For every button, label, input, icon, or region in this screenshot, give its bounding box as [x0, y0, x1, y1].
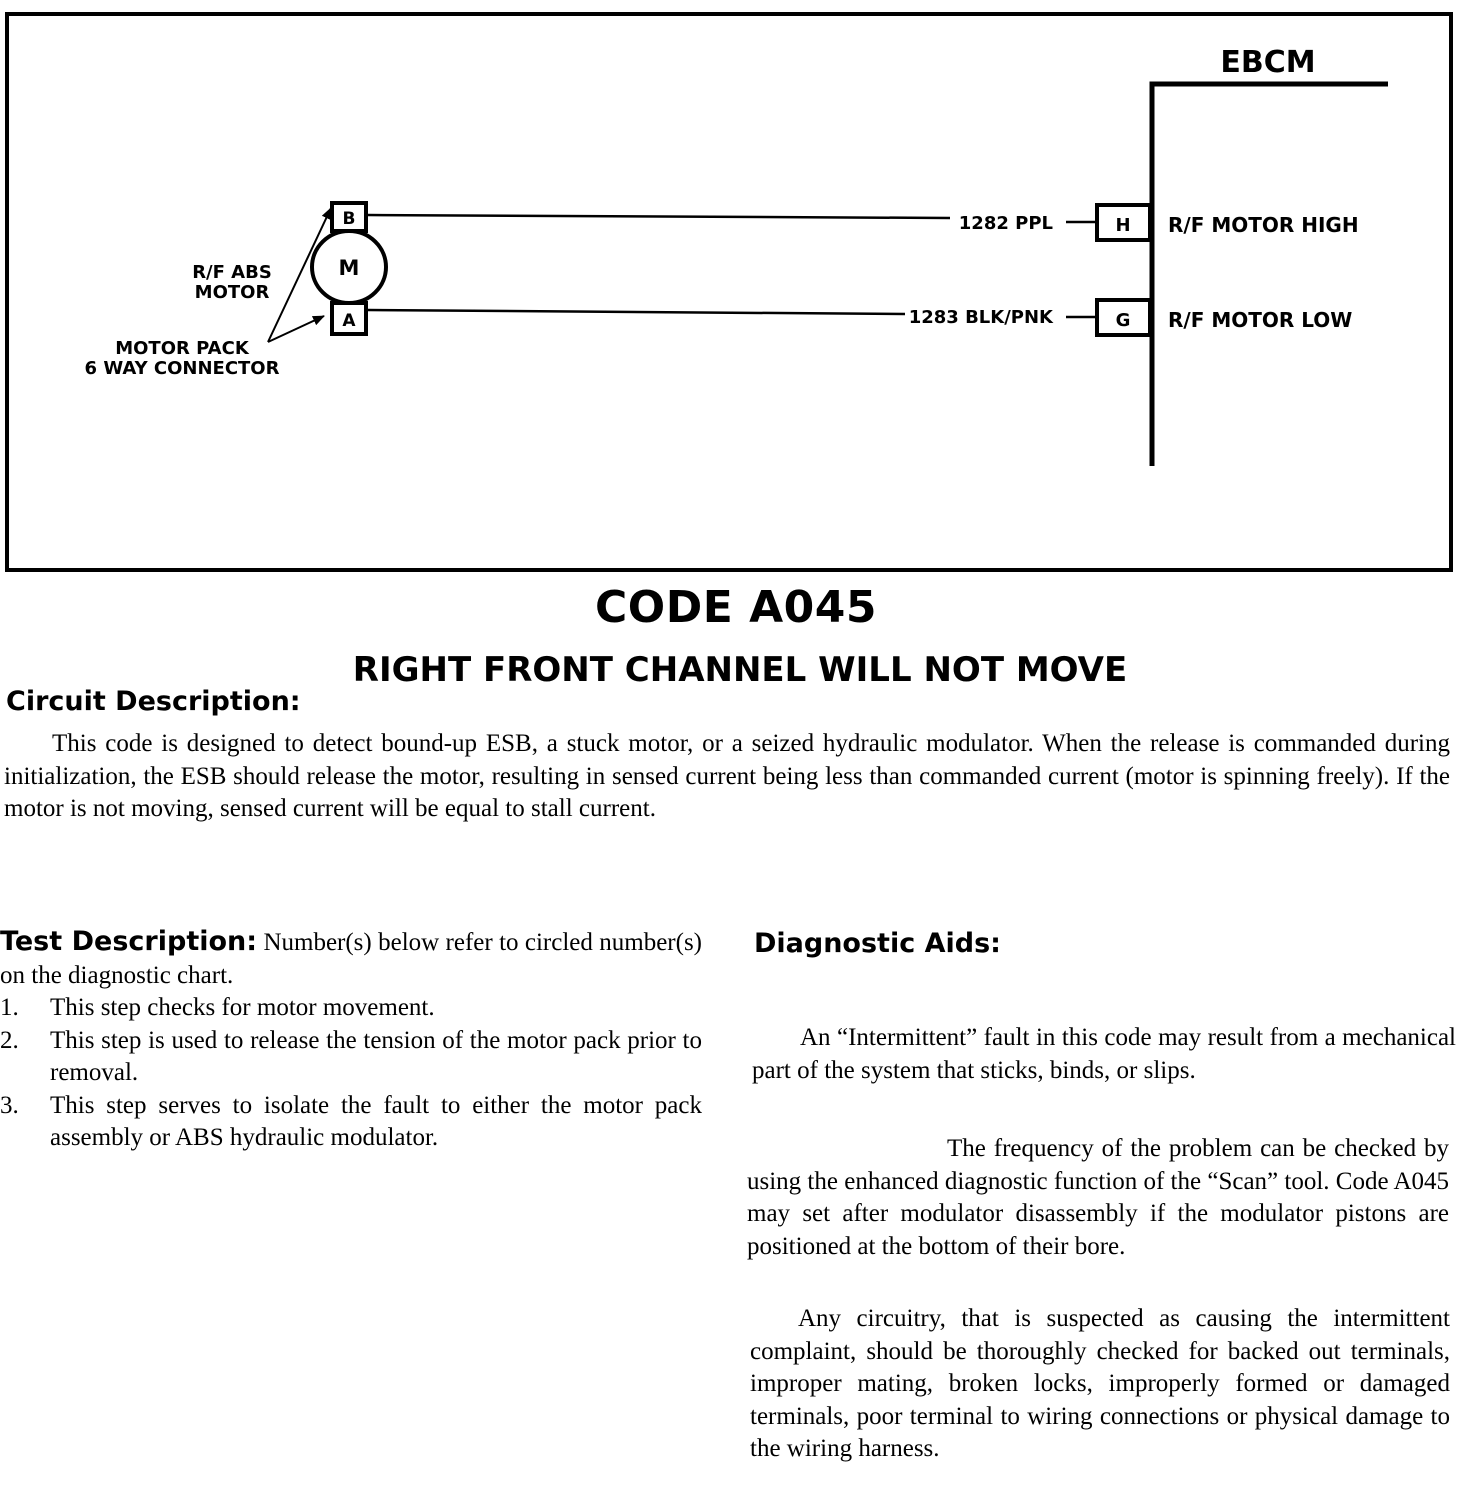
arrow-to-pin-a	[268, 316, 324, 342]
diagnostic-aids-p1: An “Intermittent” fault in this code may result from a mechanical part of the system that sticks, binds, or slips.	[752, 1024, 1456, 1084]
motor-label-line1: R/F ABS	[192, 262, 272, 283]
test-description-block	[0, 926, 702, 1155]
wire-high	[368, 215, 950, 218]
test-step	[0, 1025, 702, 1090]
motor-label-line2: MOTOR	[194, 282, 270, 303]
test-step-text: This step is used to release the tension of the motor pack prior to removal.	[50, 1026, 702, 1086]
diagnostic-aids-p3: Any circuitry, that is suspected as causing the intermittent complaint, should be thoroughly checked for backed out terminals, improper mating, broken locks, improperly formed or damaged terminals, poor terminal to wiring connections or physical damage to the wiring harness.	[750, 1305, 1450, 1462]
diagnostic-aids-p2: The frequency of the problem can be checked by using the enhanced diagnostic function of the “Scan” tool. Code A045 may set after modulator disassembly if the modulator pistons are positioned at the bottom of their bore.	[747, 1135, 1449, 1260]
ebcm-pin-h-label: H	[1115, 215, 1131, 236]
ebcm-label: EBCM	[1220, 45, 1316, 80]
code-title: CODE A045	[595, 582, 877, 633]
motor-pin-b-label: B	[342, 209, 356, 229]
test-step	[0, 1090, 702, 1155]
test-step-number: 2.	[0, 1026, 19, 1054]
ebcm-low-label: R/F MOTOR LOW	[1168, 308, 1353, 332]
test-step-number: 1.	[0, 994, 19, 1021]
connector-label-line2: 6 WAY CONNECTOR	[84, 358, 280, 379]
test-step-text: This step checks for motor movement.	[50, 994, 435, 1021]
wire-low-label: 1283 BLK/PNK	[908, 307, 1053, 328]
ebcm-pin-g-label: G	[1115, 310, 1131, 331]
wire-low	[368, 310, 905, 314]
test-step	[0, 992, 702, 1025]
test-step-number: 3.	[0, 1091, 19, 1119]
circuit-description-heading: Circuit Description:	[6, 686, 301, 717]
wiring-diagram	[0, 0, 1472, 580]
test-description-heading: Test Description:	[0, 926, 258, 957]
diagnostic-aids-heading: Diagnostic Aids:	[754, 928, 1001, 959]
test-description-intro: Number(s) below refer to circled number(s) on the diagnostic chart.	[0, 929, 703, 989]
ebcm-high-label: R/F MOTOR HIGH	[1168, 213, 1359, 237]
wire-high-label: 1282 PPL	[958, 213, 1053, 234]
motor-pin-a-label: A	[342, 311, 356, 331]
test-step-text: This step serves to isolate the fault to either the motor pack assembly or ABS hydraulic modulator.	[50, 1091, 702, 1151]
connector-label-line1: MOTOR PACK	[115, 338, 249, 359]
circuit-description-text: This code is designed to detect bound-up ESB, a stuck motor, or a seized hydraulic modulator. When the release is commanded during initialization, the ESB should release the motor, resulting in sensed current being less than commanded current (motor is spinning freely). If the motor is not moving, sensed current will be equal to stall current.	[4, 730, 1450, 822]
ebcm-module-outline	[1152, 84, 1388, 466]
motor-symbol-label: M	[338, 256, 360, 280]
code-subtitle: RIGHT FRONT CHANNEL WILL NOT MOVE	[352, 650, 1128, 690]
test-description-list	[0, 992, 702, 1155]
